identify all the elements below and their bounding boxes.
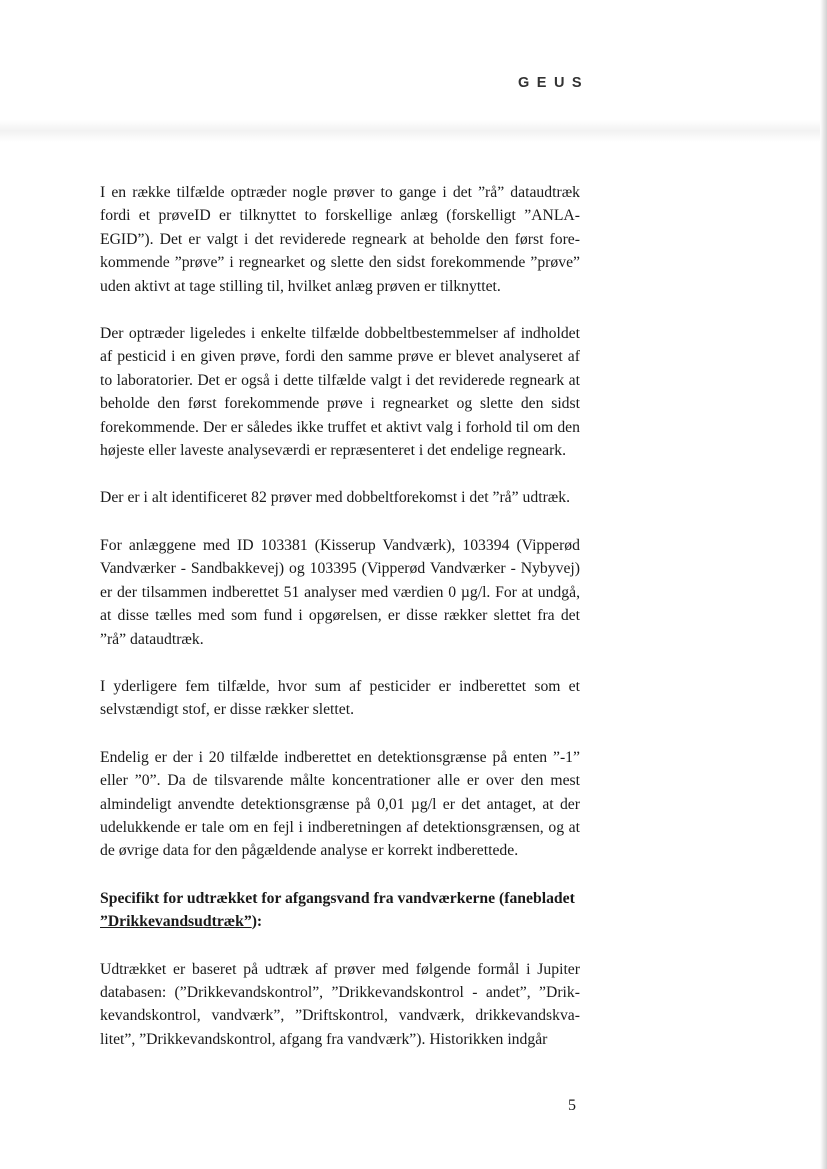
section-heading-text: Specifikt for udtrækket for afgangsvand fra vandværkerne (fanebladet bbox=[100, 889, 575, 907]
page-edge-shadow bbox=[820, 0, 827, 1169]
paragraph-extract-basis: Udtrækket er baseret på udtræk af prøver med følgende formål i Jupiter databasen: (”Drikkevandskontrol”, ”Drikkevandskontrol - andet”, ”Drikkevandskontrol, vandværk”, ”Driftskontrol, vandværk, drikkevandskvalitet”, ”Drikkevandskontrol, afgang fra vandværk”). Historikken indgår bbox=[100, 960, 580, 1048]
paragraph-detection-limit: Endelig er der i 20 tilfælde indberettet en detektionsgrænse på enten ”-1” eller ”0”. Da de tilsvarende målte koncentrationer alle er over den mest almindeligt anvendte detektionsgrænse på 0,01 µg/l er det antaget, at der udelukkende er tale om en fejl i indberetningen af detektionsgrænsen, og at de øvrige data for den pågældende analyse er korrekt indberettede. bbox=[100, 748, 580, 860]
page-number: 5 bbox=[568, 1097, 576, 1114]
paragraph-zero-values: For anlæggene med ID 103381 (Kisserup Vandværk), 103394 (Vipperød Vandværker - Sandbakkevej) og 103395 (Vipperød Vandværker - Nybyvej) er der tilsammen indberettet 51 analyser med værdien 0 µg/l. For at undgå, at disse tælles med som fund i opgørelsen, er disse rækker slettet fra det ”rå” dataudtræk. bbox=[100, 536, 580, 648]
section-heading-sheet-name: ”Drikkevandsudtræk” bbox=[100, 913, 252, 931]
header-brand: GEUS bbox=[518, 75, 590, 91]
section-heading-suffix: ): bbox=[251, 913, 263, 931]
paragraph-duplicate-count: Der er i alt identificeret 82 prøver med dobbeltforekomst i det ”rå” udtræk. bbox=[100, 489, 571, 507]
paragraph-double-determinations: Der optræder ligeledes i enkelte tilfælde dobbeltbestemmelser af indholdet af pesticid i en given prøve, fordi den samme prøve er blevet analyseret af to laboratorier. Det er også i dette tilfælde valgt i det reviderede regneark at beholde den først forekommende prøve i regnearket og slette den sidst forekommende. Der er således ikke truffet et aktivt valg i forhold til om den højeste eller laveste analyseværdi er repræsenteret i det endelige regneark. bbox=[100, 325, 580, 460]
document-body bbox=[100, 181, 580, 1051]
header-divider-band bbox=[0, 120, 820, 142]
paragraph-duplicate-samples: I en række tilfælde optræder nogle prøver to gange i det ”rå” dataudtræk fordi et prøveID er tilknyttet to forskellige anlæg (forskelligt ”ANLAEGID”). Det er valgt i det reviderede regneark at beholde den først forekommende ”prøve” i regnearket og slette den sidst forekommende ”prøve” uden aktivt at tage stilling til, hvilket anlæg prøven er tilknyttet. bbox=[100, 184, 580, 295]
section-heading bbox=[100, 887, 580, 934]
paragraph-pesticide-sums: I yderligere fem tilfælde, hvor sum af pesticider er indberettet som et selvstændigt stof, er disse rækker slettet. bbox=[100, 677, 580, 719]
